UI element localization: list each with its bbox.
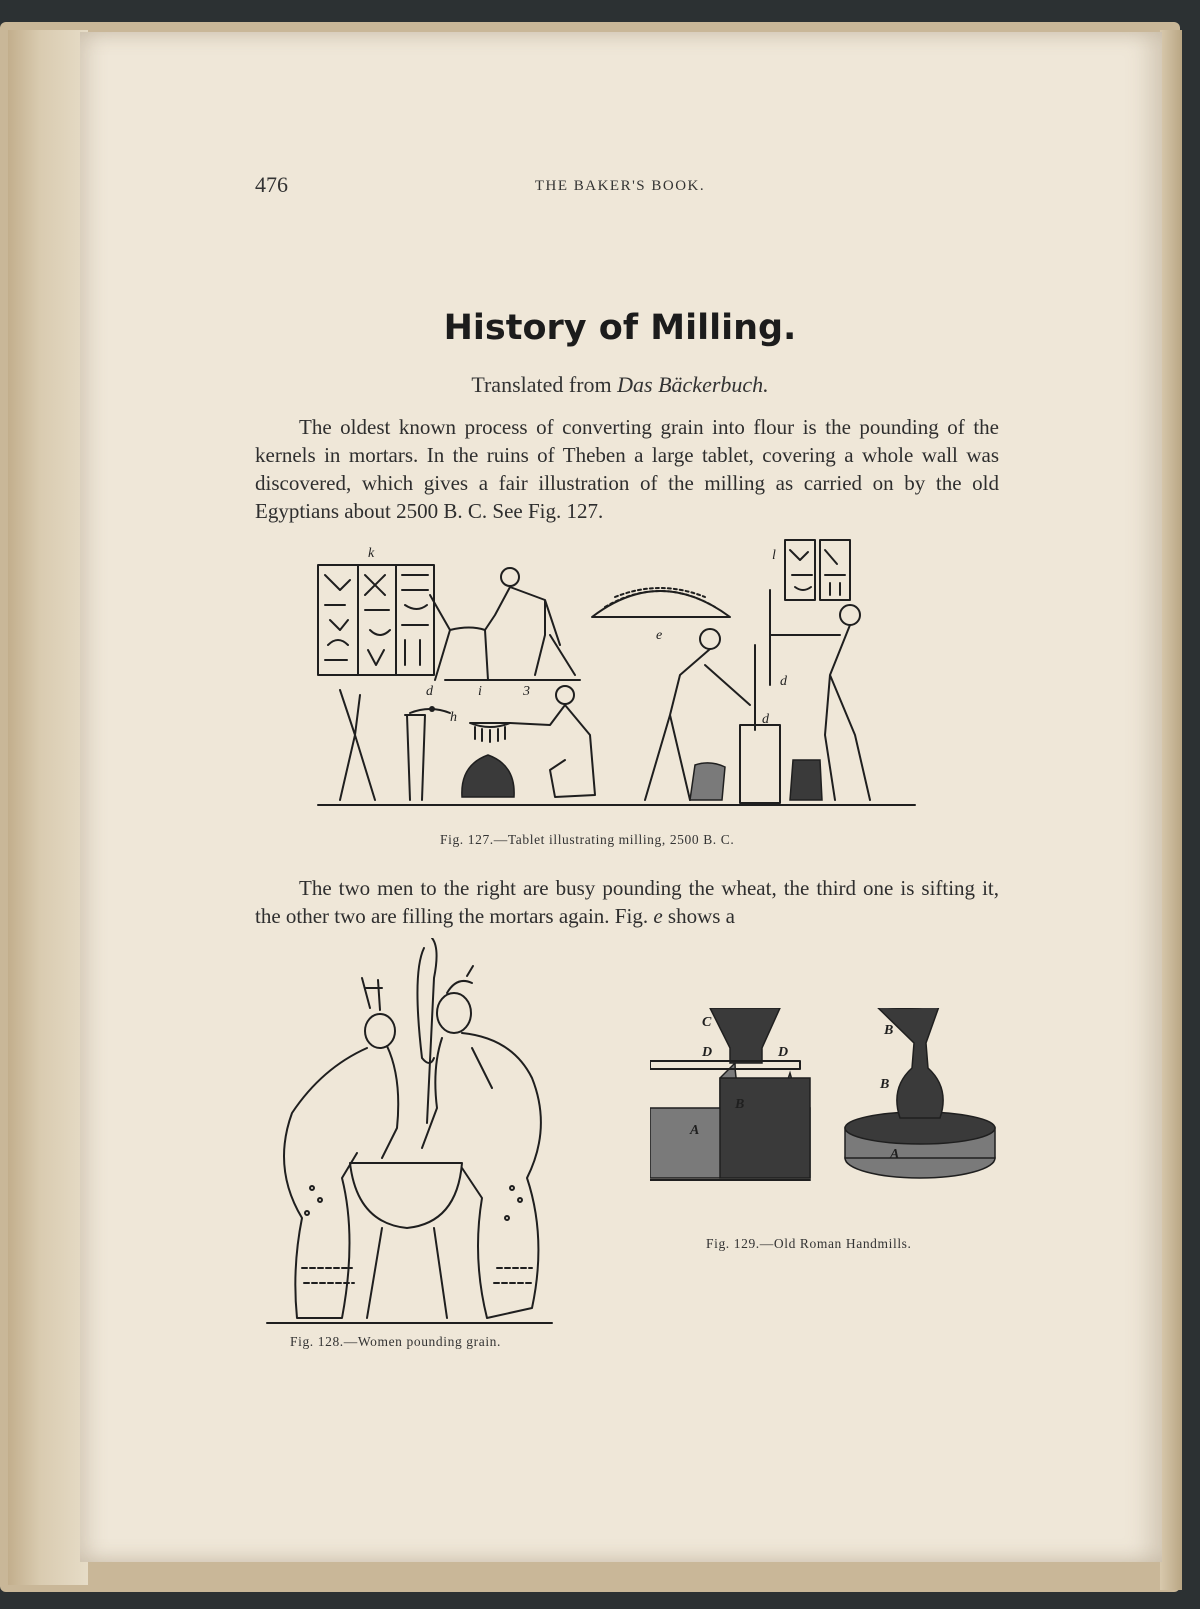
label-d-left: D <box>702 1045 713 1060</box>
label-3: 3 <box>523 684 530 699</box>
label-d-1: d <box>426 684 433 699</box>
woman-figure-left <box>284 978 398 1318</box>
paragraph-1: The oldest known process of converting grain into flour is the pounding of the kernels in mortars. In the ruins of Theben a large tablet, covering a whole wall was discovered, which gives a fair illustration of the milling as carried on by the old Egyptians about 2500 B. C. See Fig. 127. <box>255 415 999 523</box>
paragraph-2 <box>255 874 999 930</box>
article-title: History of Milling. <box>443 308 797 348</box>
label-k: k <box>368 546 375 561</box>
pounder-figure-center <box>645 629 780 803</box>
article-subtitle <box>255 372 985 398</box>
paragraph-2-tail: shows a <box>662 904 735 928</box>
label-d-right: D <box>778 1045 789 1060</box>
right-page-edge <box>1160 30 1182 1590</box>
label-b-right-top: B <box>884 1023 894 1038</box>
sieve-worker <box>462 686 595 797</box>
label-b-left: B <box>735 1097 745 1112</box>
label-e: e <box>656 628 663 643</box>
label-b-right: B <box>880 1077 890 1092</box>
grain-heap-e <box>592 588 730 617</box>
label-a-right: A <box>890 1147 900 1162</box>
paragraph-2-text: The two men to the right are busy pounding the wheat, the third one is sifting it, the other two are filling the mortars again. Fig. <box>255 876 999 928</box>
label-d-2: d <box>780 674 787 689</box>
label-c: C <box>702 1015 712 1030</box>
handmill-section <box>650 1008 810 1180</box>
label-i: i <box>478 684 482 699</box>
fig-129-illustration <box>650 1008 1000 1208</box>
subtitle-prefix: Translated from <box>471 372 618 397</box>
worker-figure-top <box>430 568 580 680</box>
label-l: l <box>772 548 776 563</box>
label-a-left: A <box>690 1123 700 1138</box>
subtitle-source: Das Bäckerbuch. <box>617 372 769 397</box>
fig-128-caption: Fig. 128.—Women pounding grain. <box>290 1334 502 1349</box>
fig-129-caption: Fig. 129.—Old Roman Handmills. <box>706 1236 912 1251</box>
pounder-figure-right <box>770 590 870 800</box>
hieroglyph-panel-left <box>318 565 434 675</box>
fig-127-caption: Fig. 127.—Tablet illustrating milling, 2500 B. C. <box>440 832 735 847</box>
running-head <box>255 172 985 202</box>
handmill-complete <box>845 1008 995 1178</box>
fig-127-illustration <box>310 535 930 830</box>
worker-figure-left <box>340 690 450 800</box>
label-h: h <box>450 710 457 725</box>
paragraph-2-fig-ref: e <box>653 904 663 928</box>
page-number: 476 <box>255 172 288 197</box>
running-title: THE BAKER'S BOOK. <box>534 178 706 194</box>
fig-128-illustration <box>262 938 582 1328</box>
left-page-stack <box>8 30 88 1585</box>
hieroglyph-panel-right <box>785 540 850 600</box>
label-d-3: d <box>762 712 769 727</box>
